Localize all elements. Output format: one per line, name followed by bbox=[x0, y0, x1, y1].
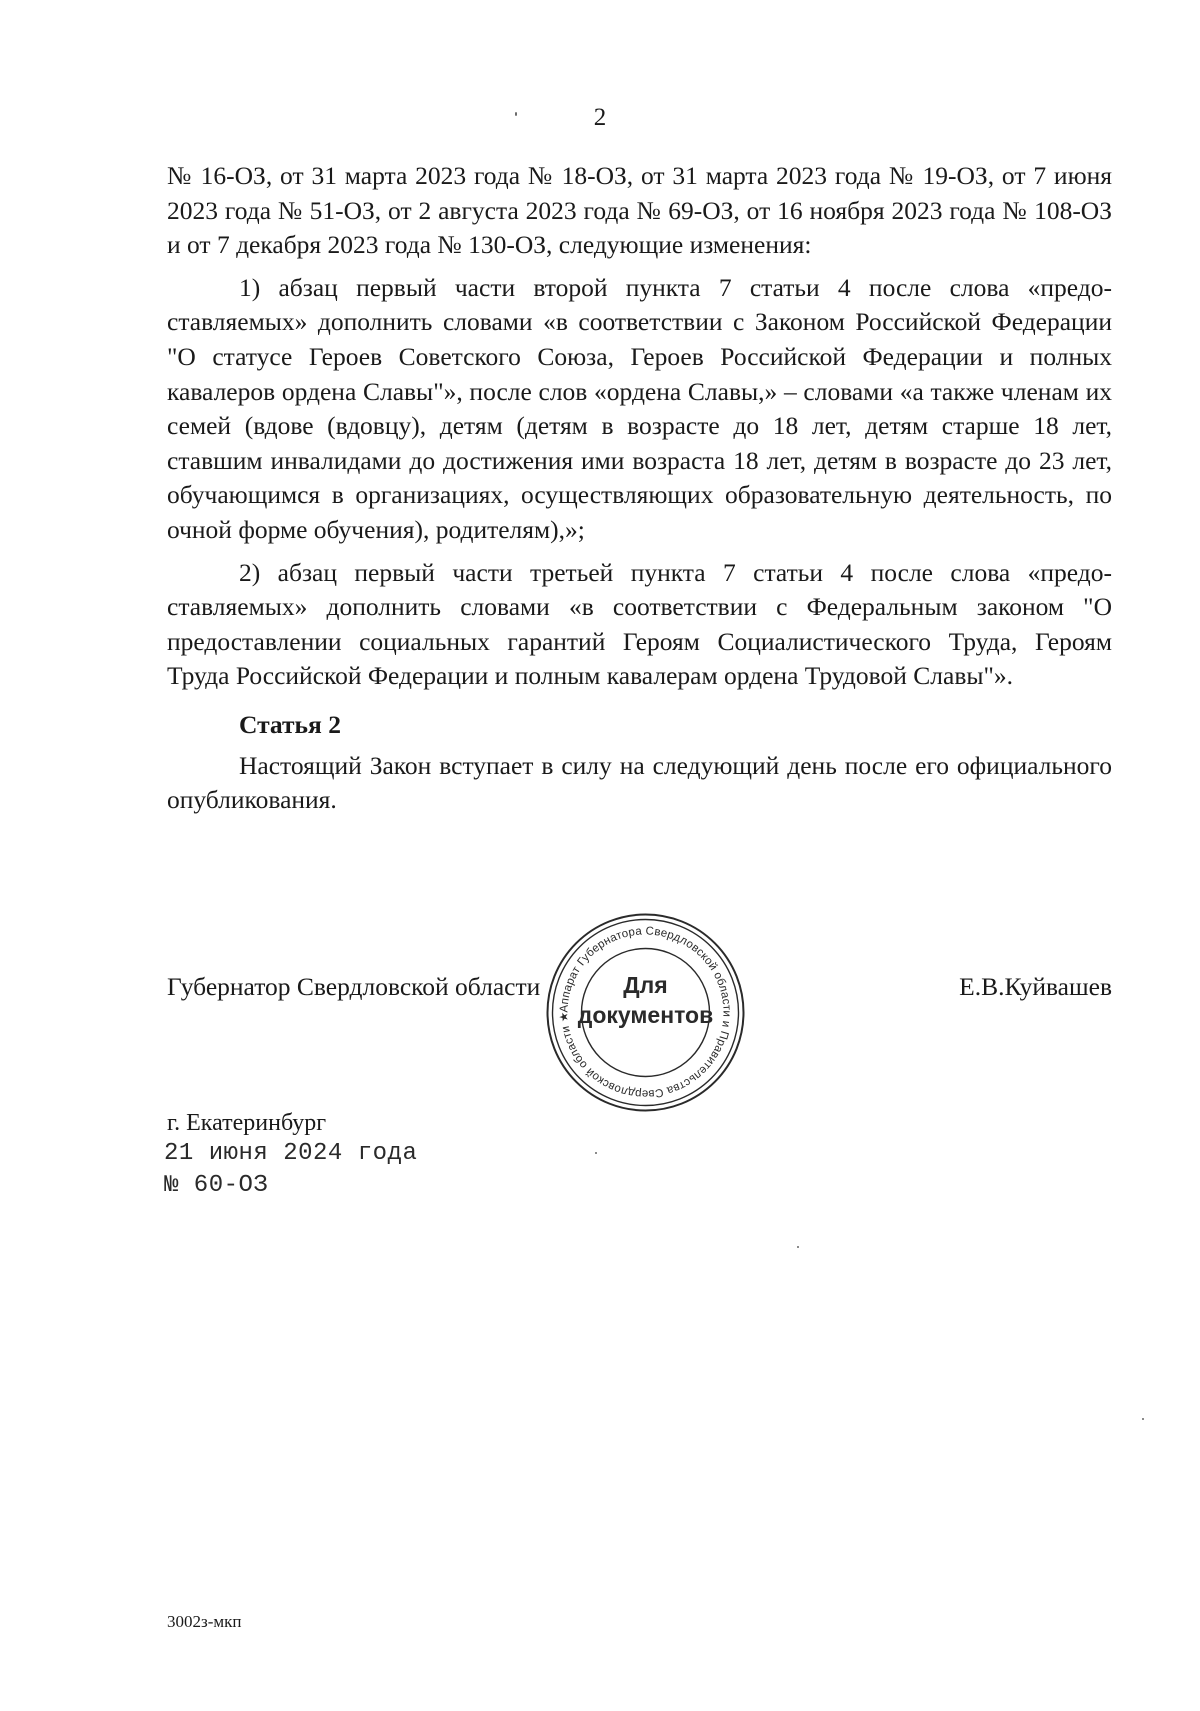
place-of-signing: г. Екатеринбург bbox=[167, 1110, 327, 1136]
scan-speck bbox=[797, 1246, 799, 1248]
paragraph-amendment-list: № 16-ОЗ, от 31 марта 2023 года № 18-ОЗ, от 31 марта 2023 года № 19-ОЗ, от 7 июня 2023 года № 51-ОЗ, от 2 августа 2023 года № 69-ОЗ, от 16 ноября 2023 года № 108-ОЗ и от 7 декабря 2023 года № 130-ОЗ, следующие изменения: bbox=[167, 161, 1112, 260]
stamp-center-text bbox=[543, 970, 748, 1030]
paragraph-item-1: 1) абзац первый части второй пункта 7 статьи 4 после слова «предоставляемых» дополнить словами «в соответствии с Законом Российской Федерации "О статусе Героев Советского Союза, Героев Российской Федерации и полных кавалеров ордена Славы"», после слов «ордена Славы,» – словами «а также членам их семей (вдове (вдовцу), детям (детям в возрасте до 18 лет, детям старше 18 лет, ставшим инвалидами до достижения ими возраста 18 лет, детям в возрасте до 23 лет, обучающимся в организациях, осуществляющих образовательную деятельность, по очной форме обучения), родителям),»; bbox=[167, 272, 1112, 544]
page-number: 2 bbox=[593, 104, 607, 131]
law-number: № 60-ОЗ bbox=[164, 1172, 269, 1199]
stamp-center-line-2: документов bbox=[577, 1002, 714, 1028]
article-heading: Статья 2 bbox=[239, 709, 341, 739]
paragraph-entry-into-force: Настоящий Закон вступает в силу на следующий день после его официального опубликования. bbox=[167, 750, 1112, 815]
signatory-title: Губернатор Свердловской области bbox=[167, 972, 541, 1001]
official-stamp bbox=[543, 910, 748, 1115]
scan-speck bbox=[595, 1152, 597, 1154]
signing-date: 21 июня 2024 года bbox=[164, 1140, 418, 1167]
document-body bbox=[167, 159, 1112, 818]
paragraph-item-2: 2) абзац первый части третьей пункта 7 статьи 4 после слова «предоставляемых» дополнить словами «в соответствии с Федеральным законом "О предоставлении социальных гарантий Героям Социалистического Труда, Героям Труда Российской Федерации и полным кавалерам ордена Трудовой Славы"». bbox=[167, 557, 1112, 691]
scan-speck bbox=[1142, 1418, 1144, 1420]
scan-speck bbox=[515, 112, 517, 116]
stamp-center-line-1: Для bbox=[623, 972, 668, 998]
footer-code: 3002з-мкп bbox=[167, 1612, 242, 1631]
stamp-ring-text: Аппарат Губернатора Свердловской области и Правительства Свердловской области ★ bbox=[558, 925, 733, 1100]
signatory-name: Е.В.Куйвашев bbox=[959, 972, 1112, 1001]
